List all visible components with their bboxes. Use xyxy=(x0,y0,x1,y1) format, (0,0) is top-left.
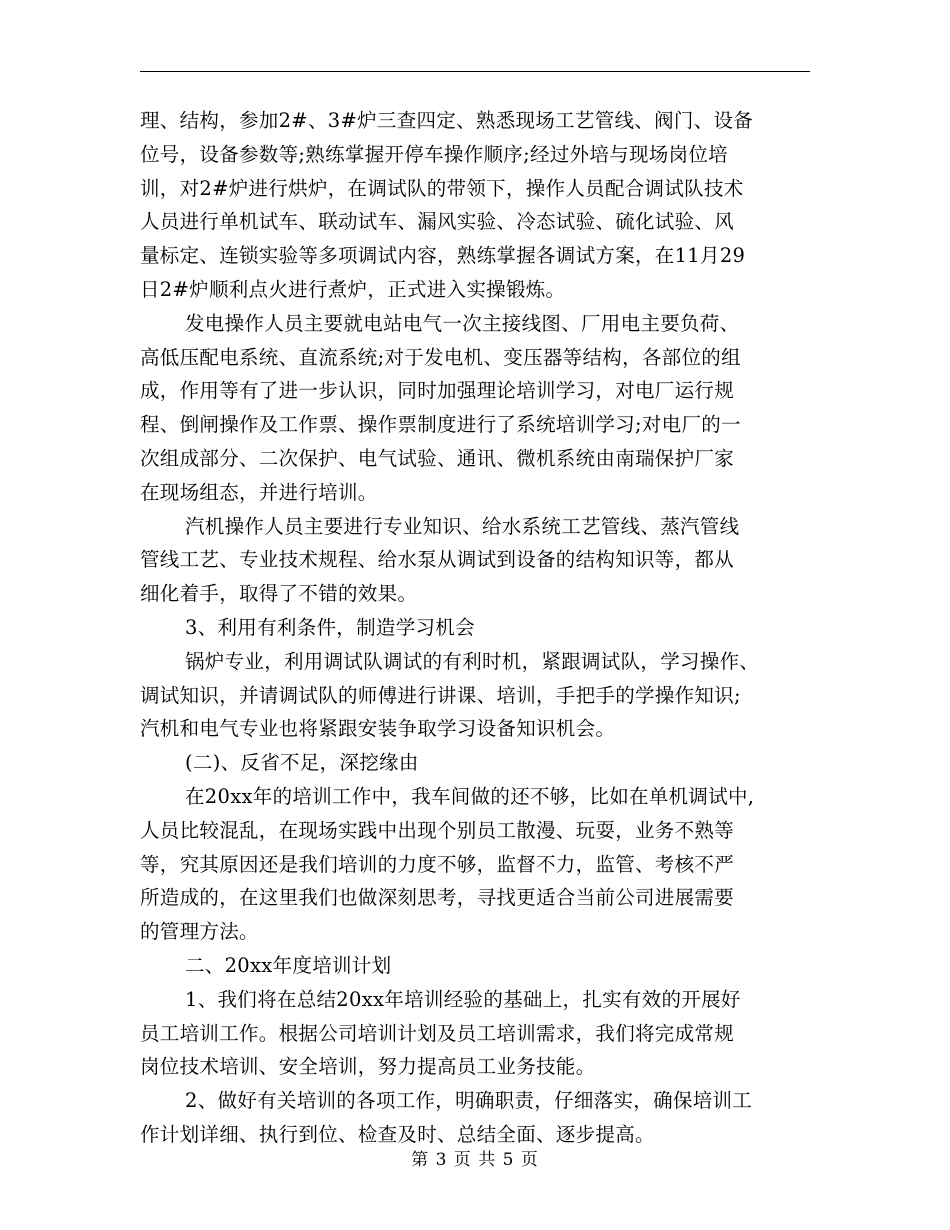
text-line: 在20xx年的培训工作中，我车间做的还不够，比如在单机调试中, xyxy=(185,784,755,808)
text-line: 二、20xx年度培训计划 xyxy=(185,953,392,977)
text-line: 作计划详细、执行到位、检查及时、总结全面、逐步提高。 xyxy=(140,1122,655,1146)
text-line: 2、做好有关培训的各项工作，明确职责，仔细落实，确保培训工 xyxy=(185,1089,753,1113)
text-line: 3、利用有利条件，制造学习机会 xyxy=(185,615,475,639)
text-line: 调试知识，并请调试队的师傅进行讲课、培训，手把手的学操作知识; xyxy=(140,683,741,707)
text-line: (二)、反省不足，深挖缘由 xyxy=(185,751,419,775)
page-number-footer: 第 3 页 共 5 页 xyxy=(411,1150,539,1170)
text-line: 量标定、连锁实验等多项调试内容，熟练掌握各调试方案，在11月29 xyxy=(140,244,746,268)
text-line: 管线工艺、专业技术规程、给水泵从调试到设备的结构知识等，都从 xyxy=(140,548,735,572)
text-line: 人员进行单机试车、联动试车、漏风实验、冷态试验、硫化试验、风 xyxy=(140,210,735,234)
document-body xyxy=(140,104,812,1152)
text-line: 汽机操作人员主要进行专业知识、给水系统工艺管线、蒸汽管线 xyxy=(185,514,740,538)
text-line: 细化着手，取得了不错的效果。 xyxy=(140,582,418,606)
text-line: 位号，设备参数等;熟练掌握开停车操作顺序;经过外培与现场岗位培 xyxy=(140,142,728,166)
text-line: 高低压配电系统、直流系统;对于发电机、变压器等结构，各部位的组 xyxy=(140,345,741,369)
text-line: 人员比较混乱，在现场实践中出现个别员工散漫、玩耍，业务不熟等 xyxy=(140,818,735,842)
header-rule xyxy=(140,71,810,72)
text-line: 员工培训工作。根据公司培训计划及员工培训需求，我们将完成常规 xyxy=(140,1021,735,1045)
text-line: 日2#炉顺利点火进行煮炉，正式进入实操锻炼。 xyxy=(140,277,566,301)
text-line: 训，对2#炉进行烘炉，在调试队的带领下，操作人员配合调试队技术 xyxy=(140,176,744,200)
text-line: 所造成的，在这里我们也做深刻思考，寻找更适合当前公司进展需要 xyxy=(140,886,735,910)
text-line: 理、结构，参加2#、3#炉三查四定、熟悉现场工艺管线、阀门、设备 xyxy=(140,109,754,132)
text-line: 锅炉专业，利用调试队调试的有利时机，紧跟调试队，学习操作、 xyxy=(185,649,760,673)
text-line: 次组成部分、二次保护、电气试验、通讯、微机系统由南瑞保护厂家 xyxy=(140,446,735,470)
text-line: 在现场组态，并进行培训。 xyxy=(140,480,378,504)
text-line: 成，作用等有了进一步认识，同时加强理论培训学习，对电厂运行规 xyxy=(140,379,735,403)
text-line: 岗位技术培训、安全培训，努力提高员工业务技能。 xyxy=(140,1055,596,1079)
text-line: 程、倒闸操作及工作票、操作票制度进行了系统培训学习;对电厂的一 xyxy=(140,413,741,437)
text-line: 的管理方法。 xyxy=(140,920,259,944)
text-line: 等，究其原因还是我们培训的力度不够，监督不力，监管、考核不严 xyxy=(140,852,735,876)
text-line: 发电操作人员主要就电站电气一次主接线图、厂用电主要负荷、 xyxy=(185,311,740,335)
text-line: 汽机和电气专业也将紧跟安装争取学习设备知识机会。 xyxy=(140,717,616,741)
text-line: 1、我们将在总结20xx年培训经验的基础上，扎实有效的开展好 xyxy=(185,987,741,1011)
